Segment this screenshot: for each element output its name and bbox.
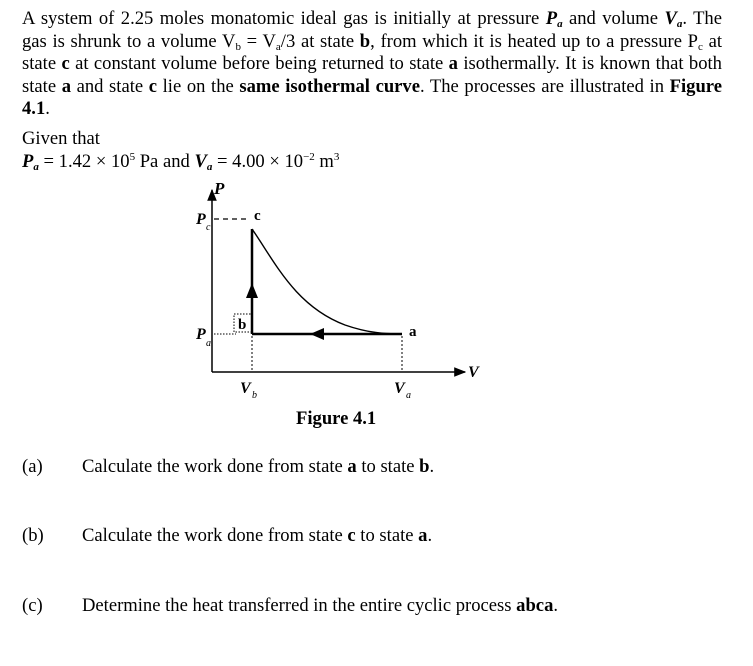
pa-sub: a <box>206 338 211 349</box>
problem-statement: A system of 2.25 moles monatomic ideal gas is initially at pressure $P_a$ and volume $V_a$. The gas is shrunk to a volume $V_b = V_a/3$ at state b, from which it is heated up to a pressure $P_c$ at state c at constant volume before being returned to state a isothermally. It is known that both state a and state c lie on the same isothermal curve. The processes are illustrated in Figure 4.1. <box>22 8 723 120</box>
vb-label: V <box>240 380 251 397</box>
question-a-label: (a) <box>22 456 43 477</box>
isotherm-ca <box>252 229 402 334</box>
question-a-text: Calculate the work done from state a to state b. <box>82 456 435 477</box>
state-a-label: a <box>409 324 417 340</box>
vb-sub: b <box>252 390 257 401</box>
va-sub: a <box>406 390 411 401</box>
state-c-label: c <box>254 208 261 224</box>
pa-label: P <box>196 326 206 343</box>
state-b-label: b <box>238 317 247 333</box>
pc-sub: c <box>206 222 211 233</box>
pv-diagram <box>190 176 500 411</box>
given-label: Given that <box>22 128 100 149</box>
figure-caption: Figure 4.1 <box>296 408 377 429</box>
y-axis-label: P <box>214 179 225 198</box>
arrow-bc-icon <box>246 283 258 298</box>
question-c-label: (c) <box>22 595 43 616</box>
x-axis-label: V <box>468 364 479 381</box>
va-label: V <box>394 380 405 397</box>
question-b-label: (b) <box>22 525 44 546</box>
pc-label: P <box>196 211 206 228</box>
question-b-text: Calculate the work done from state c to state a. <box>82 525 433 546</box>
arrow-ab-icon <box>310 328 324 340</box>
question-c-text: Determine the heat transferred in the entire cyclic process abca. <box>82 595 559 616</box>
given-values: $P_a = 1.42 \times 10^5$ Pa and $V_a = 4.00 \times 10^{-2}$ $m^3$ <box>22 151 340 173</box>
